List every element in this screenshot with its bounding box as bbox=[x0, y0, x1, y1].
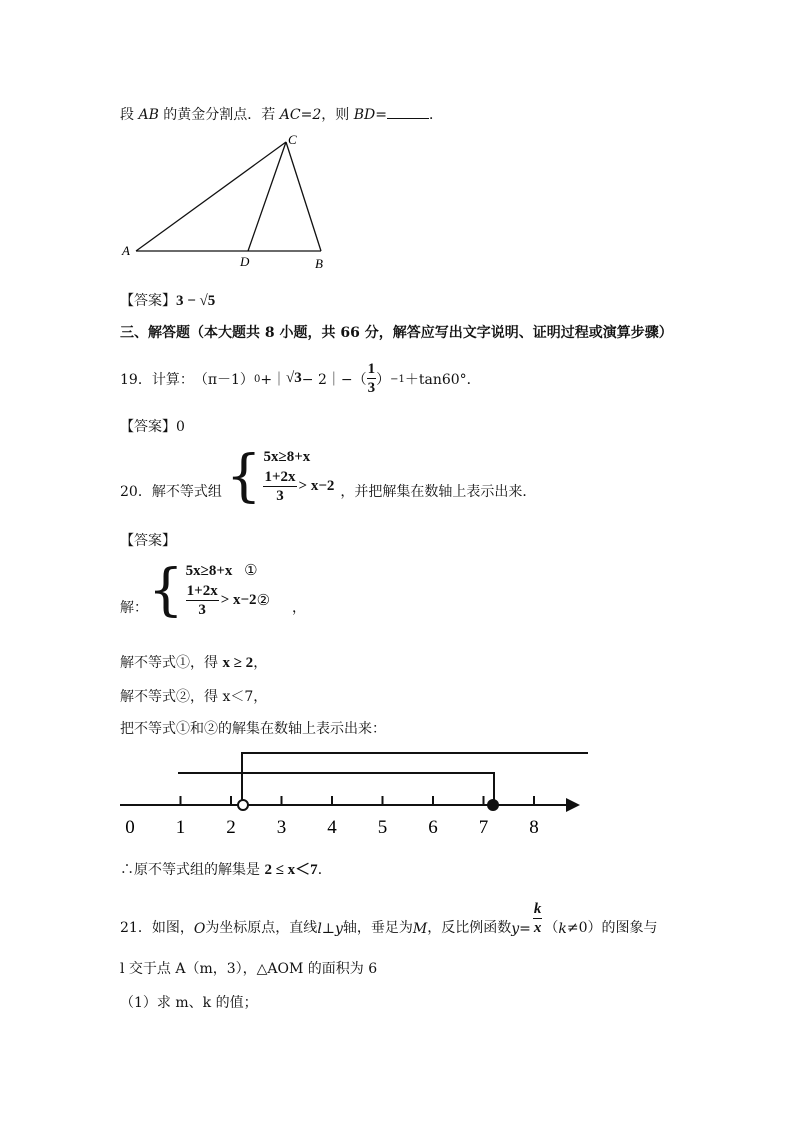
q21-k: k bbox=[558, 921, 567, 937]
label-a: A bbox=[122, 243, 130, 258]
q21-fraction bbox=[533, 900, 543, 937]
label-d: D bbox=[240, 254, 250, 269]
q20-step1 bbox=[120, 652, 267, 672]
q20-number: 20．解不等式组 bbox=[120, 484, 222, 500]
q19-expr: （π－1） bbox=[193, 371, 254, 388]
q19-fraction bbox=[367, 360, 377, 397]
q20-solution-system bbox=[120, 558, 307, 623]
q20-system bbox=[263, 446, 334, 505]
label-c: C bbox=[288, 132, 297, 147]
tick-label: 0 bbox=[125, 817, 135, 838]
q20-system-solution bbox=[186, 560, 270, 619]
frac-denominator: 3 bbox=[198, 602, 206, 618]
q21-line1 bbox=[120, 900, 658, 937]
q18-answer bbox=[120, 290, 215, 310]
q18-text: 的黄金分割点．若 bbox=[158, 107, 280, 123]
ineq-2-rhs: > x−2 bbox=[220, 592, 257, 608]
q21-text: 为坐标原点，直线 bbox=[205, 920, 318, 936]
answer-blank bbox=[387, 118, 429, 119]
q19-stem bbox=[120, 360, 481, 397]
q20-step3: 把不等式①和②的解集在数轴上表示出来： bbox=[120, 721, 386, 737]
q20-jie: 解： bbox=[120, 600, 148, 616]
answer-tag: 【答案】 bbox=[120, 293, 176, 309]
q20-text: ， bbox=[292, 600, 307, 616]
tick-label: 6 bbox=[428, 817, 438, 838]
frac-numerator: 1 bbox=[367, 361, 376, 377]
frac-numerator: 1+2x bbox=[264, 469, 296, 485]
brace-icon: { bbox=[225, 444, 262, 509]
ineq-1: 5x≥8+x bbox=[263, 449, 311, 465]
mark-1: ① bbox=[244, 563, 258, 579]
q20-conclusion bbox=[120, 858, 332, 879]
tick-label: 1 bbox=[175, 817, 186, 838]
q20-step2: 解不等式②，得 x＜7， bbox=[120, 689, 268, 705]
solution-range-1 bbox=[242, 753, 588, 805]
q21-line2: l 交于点 A（m，3），△AOM 的面积为 6 bbox=[120, 961, 378, 977]
solution-range-2 bbox=[178, 773, 494, 805]
q19-exponent: 0 bbox=[253, 374, 261, 385]
q21-m: M bbox=[412, 921, 428, 937]
q21-o: O bbox=[193, 921, 206, 937]
q18-text: 段 bbox=[120, 107, 139, 123]
closed-point-7 bbox=[487, 799, 499, 811]
q18-stem bbox=[120, 104, 443, 124]
frac-denominator: 3 bbox=[367, 380, 376, 396]
frac-numerator: 1+2x bbox=[186, 583, 218, 599]
q20-text: ∴原不等式组的解集是 bbox=[120, 862, 265, 878]
number-line bbox=[118, 746, 590, 842]
q19-expr: +｜ bbox=[260, 371, 287, 388]
ineq-1: 5x≥8+x bbox=[185, 563, 233, 579]
q19-expr: − 2｜−（ bbox=[301, 371, 367, 388]
q20-text: ． bbox=[317, 862, 332, 878]
q19-number: 19．计算： bbox=[120, 371, 194, 388]
q21-text: ≠0）的图象与 bbox=[566, 920, 658, 936]
q19-sqrt3: √3 bbox=[286, 370, 302, 386]
q18-answer-value: 3 − √5 bbox=[176, 293, 216, 309]
q20-text: 解不等式①，得 bbox=[120, 655, 223, 671]
tick-label: 7 bbox=[478, 817, 489, 838]
tick-label: 8 bbox=[529, 817, 539, 838]
q20-final-result: 2 ≤ x＜7 bbox=[264, 862, 318, 878]
q19-expr: ） bbox=[376, 371, 391, 388]
q20-text: ，并把解集在数轴上表示出来． bbox=[340, 484, 537, 500]
q19-exponent: −1 bbox=[390, 374, 405, 385]
q18-bd: BD= bbox=[353, 107, 387, 123]
q21-sub1: （1）求 m、k 的值； bbox=[120, 995, 258, 1011]
q21-text: = bbox=[519, 921, 531, 937]
tick-label: 3 bbox=[276, 817, 287, 838]
arrow-right-icon bbox=[566, 798, 580, 812]
answer-tag: 【答案】 bbox=[120, 419, 176, 435]
q21-text: 21．如图， bbox=[120, 920, 194, 936]
ineq-2-rhs: > x−2 bbox=[298, 478, 335, 494]
q21-l: l bbox=[317, 921, 322, 937]
q20-text: ， bbox=[253, 655, 268, 671]
section-title: 三、解答题（本大题共 8 小题，共 66 分，解答应写出文字说明、证明过程或演算步骤） bbox=[120, 325, 673, 341]
q21-text: ⊥ bbox=[321, 921, 335, 937]
tick-label: 5 bbox=[377, 817, 388, 838]
q19-answer-value: 0 bbox=[176, 419, 185, 435]
mark-2: ② bbox=[256, 593, 271, 609]
q20-stem bbox=[120, 444, 537, 509]
label-b: B bbox=[315, 256, 323, 271]
frac-numerator: k bbox=[533, 901, 542, 917]
open-point-2 bbox=[238, 800, 248, 810]
q21-text: ，反比例函数 bbox=[427, 920, 512, 936]
frac-denominator: x bbox=[533, 920, 542, 936]
q21-y: y bbox=[334, 921, 343, 937]
q19-expr: ＋tan60°． bbox=[404, 371, 481, 388]
q18-segment-ab: AB bbox=[138, 107, 159, 123]
q21-y: y bbox=[511, 921, 520, 937]
tick-label: 4 bbox=[327, 817, 337, 838]
q18-ac: AC=2 bbox=[279, 107, 322, 123]
q18-text: ． bbox=[428, 107, 443, 123]
triangle-figure bbox=[118, 130, 338, 275]
q20-result-1: x ≥ 2 bbox=[222, 655, 254, 671]
frac-denominator: 3 bbox=[276, 488, 284, 504]
brace-icon: { bbox=[148, 558, 184, 623]
q21-text: （ bbox=[544, 920, 559, 936]
q18-text: ，则 bbox=[321, 107, 354, 123]
q19-answer bbox=[120, 416, 185, 436]
tick-label: 2 bbox=[226, 817, 236, 838]
q21-text: 轴，垂足为 bbox=[342, 920, 413, 936]
q20-answer-tag: 【答案】 bbox=[120, 533, 176, 549]
